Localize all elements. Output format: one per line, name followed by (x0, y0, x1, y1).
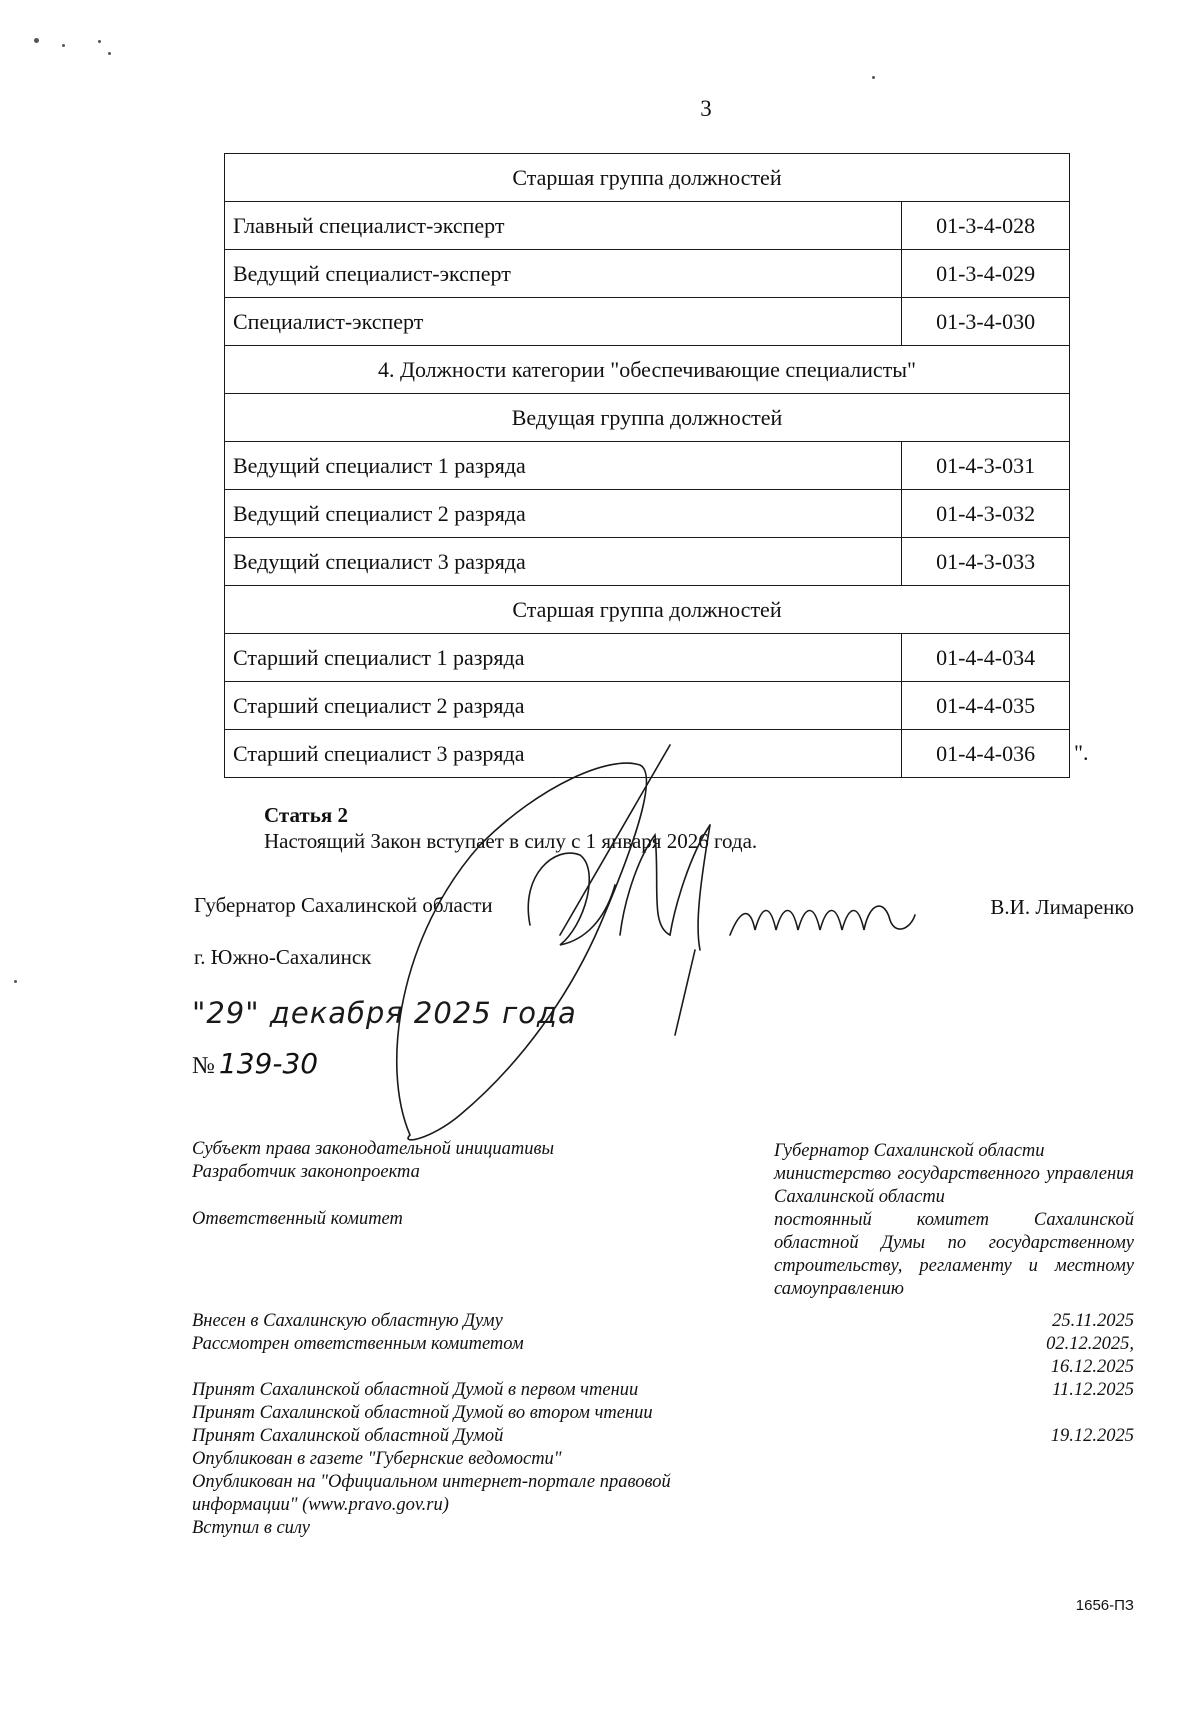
position-code: 01-4-4-036 (902, 730, 1070, 778)
scan-speck (98, 40, 101, 43)
position-name: Старший специалист 3 разряда (225, 730, 902, 778)
document-code: 1656-ПЗ (1075, 1597, 1134, 1614)
position-code: 01-4-3-031 (902, 442, 1070, 490)
scan-speck (14, 980, 17, 983)
group-header-row (225, 586, 1070, 634)
handwritten-number: 139-30 (218, 1047, 319, 1080)
history-label: Принят Сахалинской областной Думой в первом чтении (192, 1380, 639, 1400)
scan-speck (62, 44, 65, 47)
committee-label: Ответственный комитет (192, 1209, 403, 1229)
initiative-subject: Губернатор Сахалинской области (774, 1141, 1045, 1161)
position-code: 01-4-4-035 (902, 682, 1070, 730)
position-row (225, 442, 1070, 490)
bill-developer: министерство государственного управления Сахалинской области (774, 1164, 1134, 1207)
governor-title: Губернатор Сахалинской области (194, 893, 493, 917)
handwritten-date: "29" декабря 2025 года (192, 996, 577, 1030)
position-row (225, 682, 1070, 730)
article-title: Статья 2 (264, 803, 348, 827)
responsible-committee: постоянный комитет Сахалинской областной Думы по государственному строительству, регламенту и местному самоуправлению (774, 1210, 1134, 1299)
position-row (225, 298, 1070, 346)
positions-table (224, 153, 1070, 778)
position-code: 01-3-4-030 (902, 298, 1070, 346)
page-number: 3 (700, 96, 712, 121)
position-code: 01-4-3-033 (902, 538, 1070, 586)
city: г. Южно-Сахалинск (194, 945, 372, 969)
position-name: Ведущий специалист 2 разряда (225, 490, 902, 538)
developer-label: Разработчик законопроекта (192, 1162, 420, 1182)
legislative-history (192, 1310, 772, 1540)
legislative-labels (192, 1138, 554, 1184)
history-label: Рассмотрен ответственным комитетом (192, 1334, 524, 1354)
position-code: 01-3-4-028 (902, 202, 1070, 250)
group-header-row (225, 346, 1070, 394)
group-header: Старшая группа должностей (225, 586, 1070, 634)
scan-speck (108, 52, 111, 55)
history-date: 02.12.2025, (1046, 1334, 1134, 1354)
number-prefix: № (192, 1053, 215, 1079)
history-date (970, 1402, 1134, 1425)
history-label: Принят Сахалинской областной Думой во втором чтении (192, 1403, 653, 1423)
governor-signature (370, 735, 990, 1155)
subject-label: Субъект права законодательной инициативы (192, 1139, 555, 1159)
position-row (225, 250, 1070, 298)
history-label: Принят Сахалинской областной Думой (192, 1426, 504, 1446)
history-label: Опубликован на "Официальном интернет-портале правовой информации" (www.pravo.gov.ru) (192, 1472, 671, 1515)
governor-name: В.И. Лимаренко (990, 895, 1134, 919)
group-header-row (225, 154, 1070, 202)
history-date (970, 1448, 1134, 1471)
history-date: 19.12.2025 (1050, 1426, 1134, 1446)
history-label: Внесен в Сахалинскую областную Думу (192, 1311, 503, 1331)
history-date (970, 1471, 1134, 1494)
group-header: 4. Должности категории "обеспечивающие специалисты" (225, 346, 1070, 394)
position-code: 01-4-4-034 (902, 634, 1070, 682)
position-row (225, 634, 1070, 682)
position-name: Специалист-эксперт (225, 298, 902, 346)
history-date: 16.12.2025 (1050, 1357, 1134, 1377)
position-name: Старший специалист 2 разряда (225, 682, 902, 730)
table-closing-mark: ". (1074, 740, 1089, 765)
position-name: Ведущий специалист-эксперт (225, 250, 902, 298)
history-label: Вступил в силу (192, 1518, 310, 1538)
group-header: Старшая группа должностей (225, 154, 1070, 202)
position-code: 01-3-4-029 (902, 250, 1070, 298)
position-name: Старший специалист 1 разряда (225, 634, 902, 682)
history-label: Опубликован в газете "Губернские ведомости" (192, 1449, 562, 1469)
position-row (225, 202, 1070, 250)
law-number (192, 1047, 318, 1080)
position-name: Главный специалист-эксперт (225, 202, 902, 250)
group-header-row (225, 394, 1070, 442)
scan-speck (34, 38, 39, 43)
scan-speck (872, 76, 875, 79)
history-date: 11.12.2025 (1052, 1380, 1134, 1400)
position-row (225, 490, 1070, 538)
article-text: Настоящий Закон вступает в силу с 1 января 2026 года. (264, 829, 758, 853)
position-name: Ведущий специалист 1 разряда (225, 442, 902, 490)
position-row (225, 538, 1070, 586)
history-date: 25.11.2025 (1052, 1311, 1134, 1331)
position-name: Ведущий специалист 3 разряда (225, 538, 902, 586)
legislative-dates (970, 1310, 1134, 1517)
legislative-right-column (774, 1140, 1134, 1301)
history-date (970, 1494, 1134, 1517)
position-code: 01-4-3-032 (902, 490, 1070, 538)
group-header: Ведущая группа должностей (225, 394, 1070, 442)
